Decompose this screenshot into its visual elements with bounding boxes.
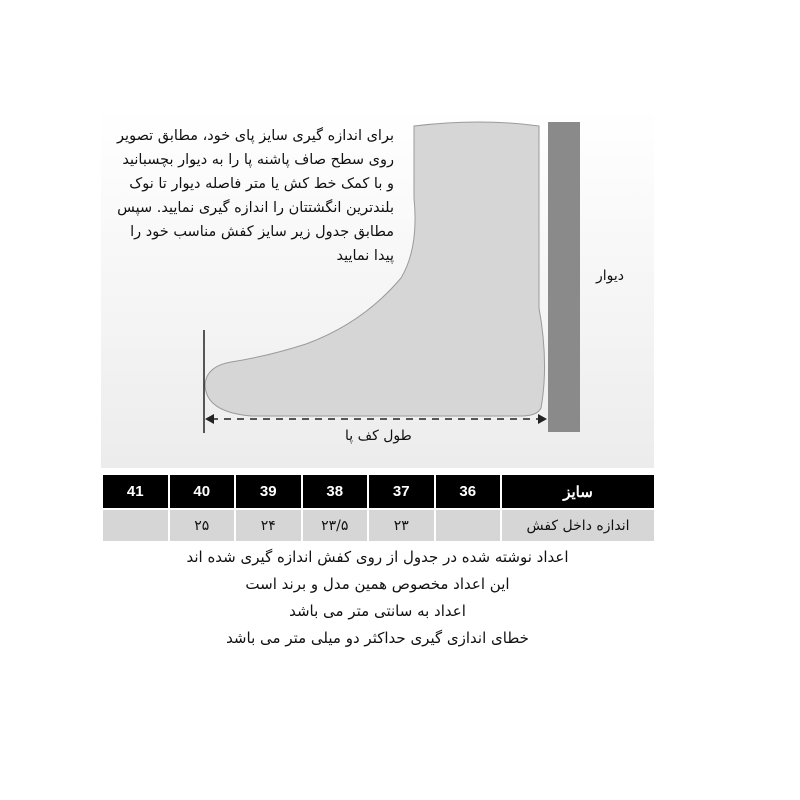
inner-length-cell: ۲۴ xyxy=(235,509,302,541)
inner-length-cell: ۲۳ xyxy=(368,509,435,541)
wall-shape xyxy=(548,122,580,432)
inner-length-cell: ۲۳/۵ xyxy=(302,509,369,541)
size-cell: 40 xyxy=(169,475,236,509)
inner-length-header: اندازه داخل کفش xyxy=(501,509,654,541)
arrow-left-icon xyxy=(205,414,214,424)
note-line: اعداد به سانتی متر می باشد xyxy=(289,602,466,620)
size-table xyxy=(101,475,654,541)
size-cell: 37 xyxy=(368,475,435,509)
wall-label: دیوار xyxy=(596,268,625,284)
size-cell: 41 xyxy=(102,475,169,509)
note-line: خطای اندازی گیری حداکثر دو میلی متر می باشد xyxy=(226,629,529,647)
note-line: اعداد نوشته شده در جدول از روی کفش اندازه گیری شده اند xyxy=(186,548,569,566)
size-cell: 38 xyxy=(302,475,369,509)
inner-length-cell xyxy=(102,509,169,541)
size-cell: 36 xyxy=(435,475,502,509)
foot-length-label: طول کف پا xyxy=(345,428,412,444)
measurement-instructions: برای اندازه گیری سایز پای خود، مطابق تصویر روی سطح صاف پاشنه پا را به دیوار بچسبانید و با کمک خط کش یا متر فاصله دیوار تا نوک بلندترین انگشتتان را اندازه گیری نمایید. سپس مطابق جدول زیر سایز کفش مناسب خود را پیدا نمایید xyxy=(117,128,394,264)
size-row xyxy=(102,475,654,509)
size-header: سایز xyxy=(501,475,654,509)
size-cell: 39 xyxy=(235,475,302,509)
note-line: این اعداد مخصوص همین مدل و برند است xyxy=(245,575,510,593)
inner-length-row xyxy=(102,509,654,541)
inner-length-cell: ۲۵ xyxy=(169,509,236,541)
arrow-right-icon xyxy=(538,414,547,424)
inner-length-cell xyxy=(435,509,502,541)
notes-list xyxy=(101,544,654,652)
